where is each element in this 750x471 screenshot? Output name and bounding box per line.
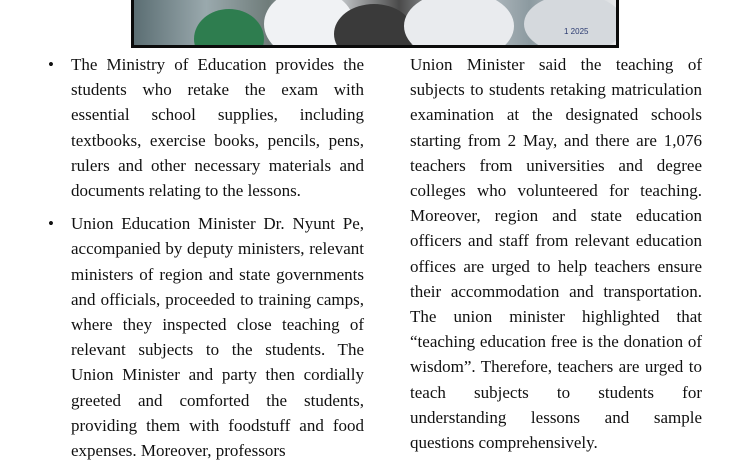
bullet-item	[48, 52, 364, 203]
bullet-text: Union Education Minister Dr. Nyunt Pe, accompanied by deputy ministers, relevant ministers of region and state governments and officials, proceeded to training camps, where they inspected close teaching of relevant subjects to the students. The Union Minister and party then cordially greeted and comforted the students, providing them with foodstuff and food expenses. Moreover, professors	[71, 214, 364, 461]
bullet-text: The Ministry of Education provides the students who retake the exam with essential school supplies, including textbooks, exercise books, pencils, pens, rulers and other necessary materials and documents relating to the lessons.	[71, 55, 364, 201]
photo-figure	[524, 0, 619, 48]
photo-figure	[194, 9, 264, 48]
bullet-marker: •	[48, 55, 54, 74]
photo-figure	[404, 0, 514, 48]
photo-shirt-print: 1 2025	[564, 27, 589, 36]
left-column	[48, 52, 364, 471]
right-column	[410, 52, 702, 455]
body-paragraph: Union Minister said the teaching of subjects to students retaking matriculation examination at the designated schools starting from 2 May, and there are 1,076 teachers from universities and degree colleges who volunteered for teaching. Moreover, region and state education officers and staff from relevant education offices are urged to help teachers ensure their accommodation and transportation. The union minister highlighted that “teaching education free is the donation of wisdom”. Therefore, teachers are urged to teach subjects to students for understanding lessons and sample questions comprehensively.	[410, 55, 702, 453]
bullet-item	[48, 211, 364, 463]
bullet-marker: •	[48, 214, 54, 234]
news-photo	[131, 0, 619, 48]
